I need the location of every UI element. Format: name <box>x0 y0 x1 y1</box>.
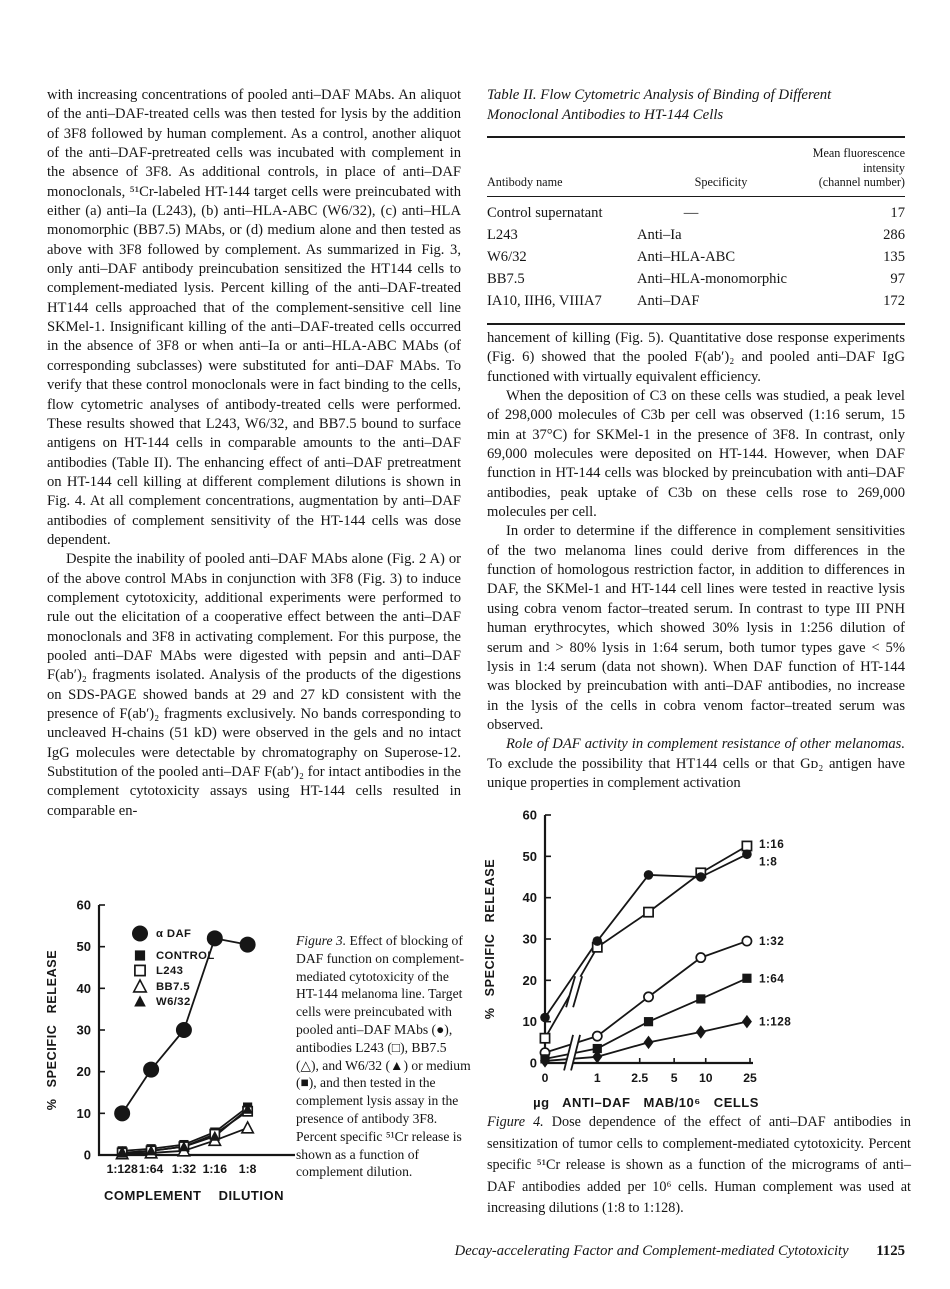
figure4-line-chart <box>478 795 923 1115</box>
svg-text:30: 30 <box>522 931 537 947</box>
svg-text:1:16: 1:16 <box>202 1162 228 1176</box>
svg-text:2.5: 2.5 <box>631 1071 649 1085</box>
svg-text:COMPLEMENT DILUTION: COMPLEMENT DILUTION <box>104 1188 284 1203</box>
svg-text:25: 25 <box>743 1071 757 1085</box>
figure3-line-chart <box>42 888 296 1220</box>
column-header-specificity: Specificity <box>637 137 805 196</box>
svg-text:40: 40 <box>76 980 91 996</box>
paragraph-rest: To exclude the possibility that HT144 cells or that Gᴅ₂ antigen have unique properties in complement activation <box>487 755 905 791</box>
table-cell: L243 <box>487 226 518 243</box>
table-row <box>487 246 905 268</box>
svg-text:20: 20 <box>522 972 537 988</box>
svg-text:5: 5 <box>670 1071 678 1085</box>
table-cell: 135 <box>883 248 905 265</box>
table-cell: W6/32 <box>487 248 527 265</box>
table-cell: — <box>683 204 699 221</box>
svg-text:1:8: 1:8 <box>238 1162 257 1176</box>
svg-text:1:16: 1:16 <box>759 837 785 851</box>
svg-text:1:32: 1:32 <box>759 934 785 949</box>
svg-text:1:8: 1:8 <box>759 854 778 869</box>
svg-text:10: 10 <box>698 1071 713 1085</box>
svg-text:10: 10 <box>76 1105 91 1121</box>
figure3-caption-text: Effect of blocking of DAF function on complement-mediated cytotoxicity of the HT-144 melanoma line. Target cells were preincubated with pooled anti–DAF MAbs (●), antibodies L243 (□), BB7.5 (△), and W6/32 (▲) or medium (■), and then tested in the complement lysis assay in the presence of antibody 3F8. Percent specific ⁵¹Cr release is shown as a function of complement dilution. <box>296 933 471 1180</box>
svg-text:50: 50 <box>76 939 91 955</box>
table-row <box>487 224 905 246</box>
figure4-caption-text: Dose dependence of the effect of anti–DAF antibodies in sensitization of tumor cells to complement-mediated cytotoxicity. Percent specific ⁵¹Cr release is shown as a function of the micrograms of anti–DAF antibodies added per 10⁶ cells. Human complement was used at increasing dilutions (1:8 to 1:128). <box>487 1114 911 1217</box>
svg-text:1:128: 1:128 <box>759 1014 792 1029</box>
svg-text:BB7.5: BB7.5 <box>156 981 191 993</box>
page-number: 1125 <box>876 1243 905 1259</box>
table-cell: 286 <box>883 226 905 243</box>
table-2-grid <box>487 136 905 325</box>
svg-text:50: 50 <box>522 848 537 864</box>
svg-text:40: 40 <box>522 890 537 906</box>
figure3-caption <box>296 932 472 1181</box>
svg-text:W6/32: W6/32 <box>156 996 191 1008</box>
figure4-caption <box>487 1112 911 1220</box>
svg-text:60: 60 <box>522 807 537 823</box>
paragraph: Despite the inability of pooled anti–DAF MAbs alone (Fig. 2 A) or of the above control MAbs in conjunction with 3F8 (Fig. 3) to induce complement cytotoxicity, additional experiments were performed to rule out the elicitation of a cooperative effect between the anti–DAF monoclonals and 3F8 in activating complement. For this purpose, the pooled anti–DAF MAbs were digested with pepsin and anti–DAF F(ab′)₂ fragments isolated. Analysis of the products of the digestions on SDS-PAGE showed bands at 29 and 27 kD consistent with the presence of F(ab′)₂ fragments exclusively. No bands corresponding to uncleaved H-chains (51 kD) were observed in the gels and no intact IgG molecules were detectable by chromatography on Superose-12. Substitution of the pooled anti–DAF F(ab′)₂ for intact antibodies in the complement cytotoxicity assays using HT-144 cells resulted in comparable en- <box>47 551 461 819</box>
svg-text:1: 1 <box>593 1071 601 1085</box>
svg-text:% SPECIFIC RELEASE: % SPECIFIC RELEASE <box>45 949 59 1111</box>
right-column <box>487 329 905 793</box>
paragraph: with increasing concentrations of pooled anti–DAF MAbs. An aliquot of the anti–DAF-treated cells was then tested for lysis by the addition of 3F8 followed by human complement. As a control, another aliquot of the anti–DAF-pretreated cells was incubated with complement in the absence of 3F8. As additional controls, in place of anti–DAF monoclonals, ⁵¹Cr-labeled HT-144 target cells were preincubated with either (a) anti–Ia (L243), (b) anti–HLA-ABC (W6/32), (c) anti–HLA monomorphic (BB7.5) MAbs, or (d) medium alone and then tested as above with 3F8 followed by complement. As summarized in Fig. 3, only anti–DAF antibody preincubation sensitized the HT144 cells to complement-mediated lysis. Percent killing of the anti–DAF-treated HT144 cells approached that of the complement-sensitive cell line SKMel-1. Insignificant killing of the anti–DAF-treated cells occurred in the absence of 3F8 or when anti–Ia or anti–HLA-ABC MAbs (of corresponding subclasses) were substituted for anti–DAF MAbs. To verify that these control monoclonals were in fact binding to the cells, flow cytometric analyses of antibody-treated cells were performed. These results showed that L243, W6/32, and BB7.5 bound to surface antigens on HT-144 cells in comparable amounts to the anti–DAF antibodies (Table II). The enhancing effect of anti–DAF pretreatment on HT-144 cell killing at different complement dilutions is shown in Fig. 4. At all complement concentrations, augmentation by anti–DAF antibodies of complement sensitivity of the HT-144 cells was dose dependent. <box>47 87 461 548</box>
table-cell: BB7.5 <box>487 270 525 287</box>
paragraph: When the deposition of C3 on these cells was studied, a peak level of 298,000 molecules of C3b per cell was observed (1:16 serum, 15 min at 37°C) for SKMel-1 in the presence of 3F8. In contrast, only 69,000 molecules were deposited on HT-144. However, when DAF function in HT-144 cells was blocked by preincubation with anti–DAF antibodies, peak uptake of C3b on these cells rose to 269,000 molecules per cell. <box>487 388 905 521</box>
column-header-antibody: Antibody name <box>487 137 637 196</box>
table-row <box>487 268 905 290</box>
table-cell: Anti–HLA-monomorphic <box>637 270 787 287</box>
paragraph-italic-lead: Role of DAF activity in complement resistance of other melanomas. <box>506 736 905 753</box>
table-title: Table II. Flow Cytometric Analysis of Binding of Different Monoclonal Antibodies to HT-144 Cells <box>487 87 832 123</box>
table-cell: Anti–DAF <box>637 292 700 309</box>
paragraph: hancement of killing (Fig. 5). Quantitative dose response experiments (Fig. 6) showed that the pooled F(ab′)₂ and pooled anti–DAF IgG functioned with virtually equivalent efficiency. <box>487 330 905 385</box>
svg-text:1:64: 1:64 <box>138 1162 164 1176</box>
page-footer <box>455 1243 905 1260</box>
svg-text:1:128: 1:128 <box>106 1162 138 1176</box>
svg-text:L243: L243 <box>156 965 184 977</box>
running-title: Decay-accelerating Factor and Complement-mediated Cytotoxicity <box>454 1243 849 1259</box>
column-header-intensity: Mean fluorescence intensity (channel number) <box>805 137 905 196</box>
svg-text:0: 0 <box>83 1147 91 1163</box>
table-row <box>487 196 905 224</box>
paragraph <box>487 735 905 793</box>
left-column <box>47 86 461 821</box>
svg-text:0: 0 <box>529 1055 537 1071</box>
table-row <box>487 290 905 324</box>
table-cell: 17 <box>890 204 905 221</box>
svg-text:% SPECIFIC RELEASE: % SPECIFIC RELEASE <box>483 858 497 1020</box>
svg-text:1:64: 1:64 <box>759 971 785 986</box>
svg-text:α DAF: α DAF <box>156 928 192 940</box>
svg-text:CONTROL: CONTROL <box>156 950 215 962</box>
svg-text:20: 20 <box>76 1064 91 1080</box>
table-cell: Control supernatant <box>487 204 603 221</box>
svg-text:60: 60 <box>76 897 91 913</box>
table-cell: IA10, IIH6, VIIIA7 <box>487 292 602 309</box>
table-cell: 172 <box>883 292 905 309</box>
table-cell: Anti–HLA-ABC <box>637 248 736 265</box>
svg-text:30: 30 <box>76 1022 91 1038</box>
table-cell: Anti–Ia <box>637 226 682 243</box>
svg-text:0: 0 <box>541 1071 549 1085</box>
table-header-row <box>487 137 905 196</box>
svg-text:10: 10 <box>522 1014 537 1030</box>
table-cell: 97 <box>890 270 905 287</box>
svg-text:µg ANTI–DAF MAB/10⁶ CELLS: µg ANTI–DAF MAB/10⁶ CELLS <box>533 1095 759 1110</box>
table-2 <box>487 86 905 325</box>
figure4-label: Figure 4. <box>487 1114 544 1130</box>
figure3-label: Figure 3. <box>296 933 347 948</box>
paragraph: In order to determine if the difference in complement sensitivities of the two melanoma lines could derive from differences in the function of homologous restriction factor, in addition to differences in DAF, the SKMel-1 and HT-144 cell lines were tested in reactive lysis using cobra venom factor–treated serum. In contrast to type III PNH human erythrocytes, which showed 30% lysis in 1:256 dilution of serum and > 80% lysis in 1:64 serum, both tumor types gave < 5% lysis in 1:4 serum (data not shown). When DAF function of HT-144 was blocked by preincubation with anti–DAF antibodies, no increase in the lysis of the cells in cobra venom factor–treated serum was observed. <box>487 523 905 733</box>
svg-text:1:32: 1:32 <box>171 1162 197 1176</box>
